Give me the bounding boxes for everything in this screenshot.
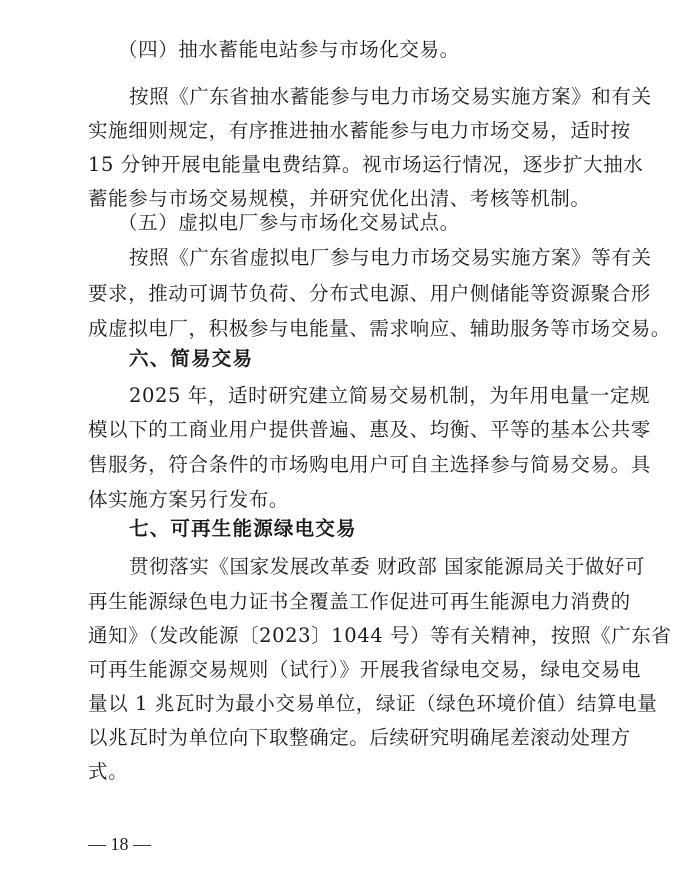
section-4-line-4: 蓄能参与市场交易规模，并研究优化出清、考核等机制。 <box>88 187 591 210</box>
section-seven-line-3: 通知》（发改能源〔2023〕1044 号）等有关精神，按照《广东省 <box>88 624 672 647</box>
section-seven-heading: 七、可再生能源绿电交易 <box>129 517 357 540</box>
section-six-line-1: 2025 年，适时研究建立简易交易机制，为年用电量一定规 <box>129 384 651 407</box>
section-4-line-1: 按照《广东省抽水蓄能参与电力市场交易实施方案》和有关 <box>129 85 652 108</box>
section-5-line-2: 要求，推动可调节负荷、分布式电源、用户侧储能等资源聚合形 <box>88 282 651 305</box>
section-seven-line-5: 量以 1 兆瓦时为最小交易单位，绿证（绿色环境价值）结算电量 <box>88 692 658 715</box>
section-seven-line-1: 贯彻落实《国家发展改革委 财政部 国家能源局关于做好可 <box>129 555 646 578</box>
section-seven-line-2: 再生能源绿色电力证书全覆盖工作促进可再生能源电力消费的 <box>88 590 631 613</box>
section-4-line-3: 15 分钟开展电能量电费结算。视市场运行情况，逐步扩大抽水 <box>88 153 644 176</box>
section-5-line-1: 按照《广东省虚拟电厂参与电力市场交易实施方案》等有关 <box>129 246 652 269</box>
section-4-line-2: 实施细则规定，有序推进抽水蓄能参与电力市场交易，适时按 <box>88 119 631 142</box>
section-seven-line-7: 式。 <box>88 760 129 783</box>
section-seven-line-4: 可再生能源交易规则（试行）》开展我省绿电交易，绿电交易电 <box>88 658 642 681</box>
section-six-line-2: 模以下的工商业用户提供普遍、惠及、均衡、平等的基本公共零 <box>88 418 651 441</box>
section-six-heading: 六、简易交易 <box>129 347 254 370</box>
section-5-line-3: 成虚拟电厂，积极参与电能量、需求响应、辅助服务等市场交易。 <box>88 317 671 340</box>
section-4-heading: （四）抽水蓄能电站参与市场化交易。 <box>118 38 460 61</box>
section-seven-line-6: 以兆瓦时为单位向下取整确定。后续研究明确尾差滚动处理方 <box>88 726 631 749</box>
page-number: — 18 — <box>88 834 151 854</box>
section-5-heading: （五）虚拟电厂参与市场化交易试点。 <box>118 211 460 234</box>
section-six-line-3: 售服务，符合条件的市场购电用户可自主选择参与简易交易。具 <box>88 453 651 476</box>
section-six-line-4: 体实施方案另行发布。 <box>88 488 290 511</box>
